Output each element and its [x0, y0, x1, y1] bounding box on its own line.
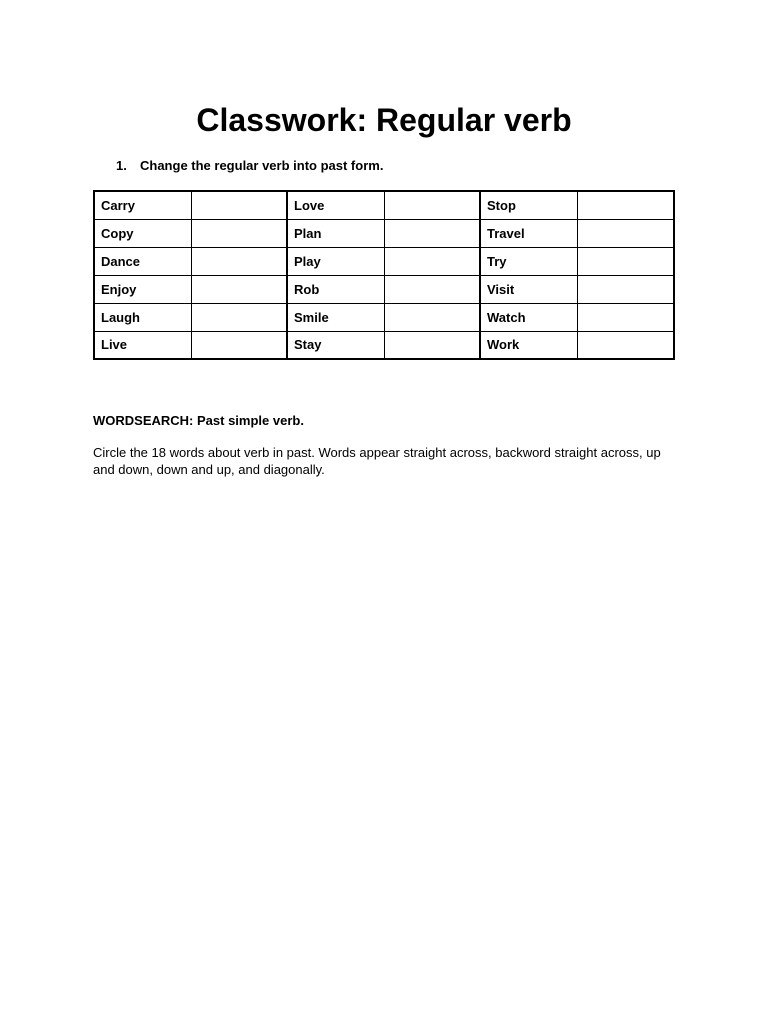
verb-cell: Love: [287, 191, 384, 219]
verb-cell: Laugh: [94, 303, 191, 331]
answer-cell[interactable]: [577, 219, 674, 247]
verb-cell: Carry: [94, 191, 191, 219]
verb-cell: Stay: [287, 331, 384, 359]
verb-cell: Stop: [480, 191, 577, 219]
verb-cell: Try: [480, 247, 577, 275]
page-title: Classwork: Regular verb: [196, 102, 572, 138]
verb-cell: Dance: [94, 247, 191, 275]
answer-cell[interactable]: [384, 219, 480, 247]
answer-cell[interactable]: [384, 191, 480, 219]
wordsearch-instructions: Circle the 18 words about verb in past. Words appear straight across, backword straight across, up and down, down and up, and diagonally.: [93, 445, 661, 477]
answer-cell[interactable]: [384, 247, 480, 275]
answer-cell[interactable]: [191, 331, 287, 359]
table-row: [94, 191, 674, 219]
answer-cell[interactable]: [384, 331, 480, 359]
answer-cell[interactable]: [384, 303, 480, 331]
verb-cell: Enjoy: [94, 275, 191, 303]
instruction-text: Change the regular verb into past form.: [140, 158, 384, 173]
exercise-instruction: [116, 157, 383, 175]
answer-cell[interactable]: [577, 247, 674, 275]
answer-cell[interactable]: [191, 219, 287, 247]
verb-cell: Work: [480, 331, 577, 359]
table-row: [94, 331, 674, 359]
instruction-number: 1.: [116, 158, 127, 173]
verb-cell: Visit: [480, 275, 577, 303]
verb-cell: Copy: [94, 219, 191, 247]
wordsearch-heading: WORDSEARCH: Past simple verb.: [93, 413, 304, 428]
verb-table-body: [94, 191, 674, 359]
verb-cell: Smile: [287, 303, 384, 331]
answer-cell[interactable]: [191, 275, 287, 303]
answer-cell[interactable]: [384, 275, 480, 303]
table-row: [94, 219, 674, 247]
verb-table: [93, 190, 675, 360]
verb-cell: Watch: [480, 303, 577, 331]
answer-cell[interactable]: [577, 331, 674, 359]
verb-cell: Live: [94, 331, 191, 359]
verb-cell: Play: [287, 247, 384, 275]
verb-cell: Rob: [287, 275, 384, 303]
answer-cell[interactable]: [577, 191, 674, 219]
answer-cell[interactable]: [577, 303, 674, 331]
verb-cell: Travel: [480, 219, 577, 247]
verb-cell: Plan: [287, 219, 384, 247]
table-row: [94, 247, 674, 275]
answer-cell[interactable]: [191, 191, 287, 219]
answer-cell[interactable]: [191, 247, 287, 275]
table-row: [94, 303, 674, 331]
answer-cell[interactable]: [577, 275, 674, 303]
table-row: [94, 275, 674, 303]
answer-cell[interactable]: [191, 303, 287, 331]
